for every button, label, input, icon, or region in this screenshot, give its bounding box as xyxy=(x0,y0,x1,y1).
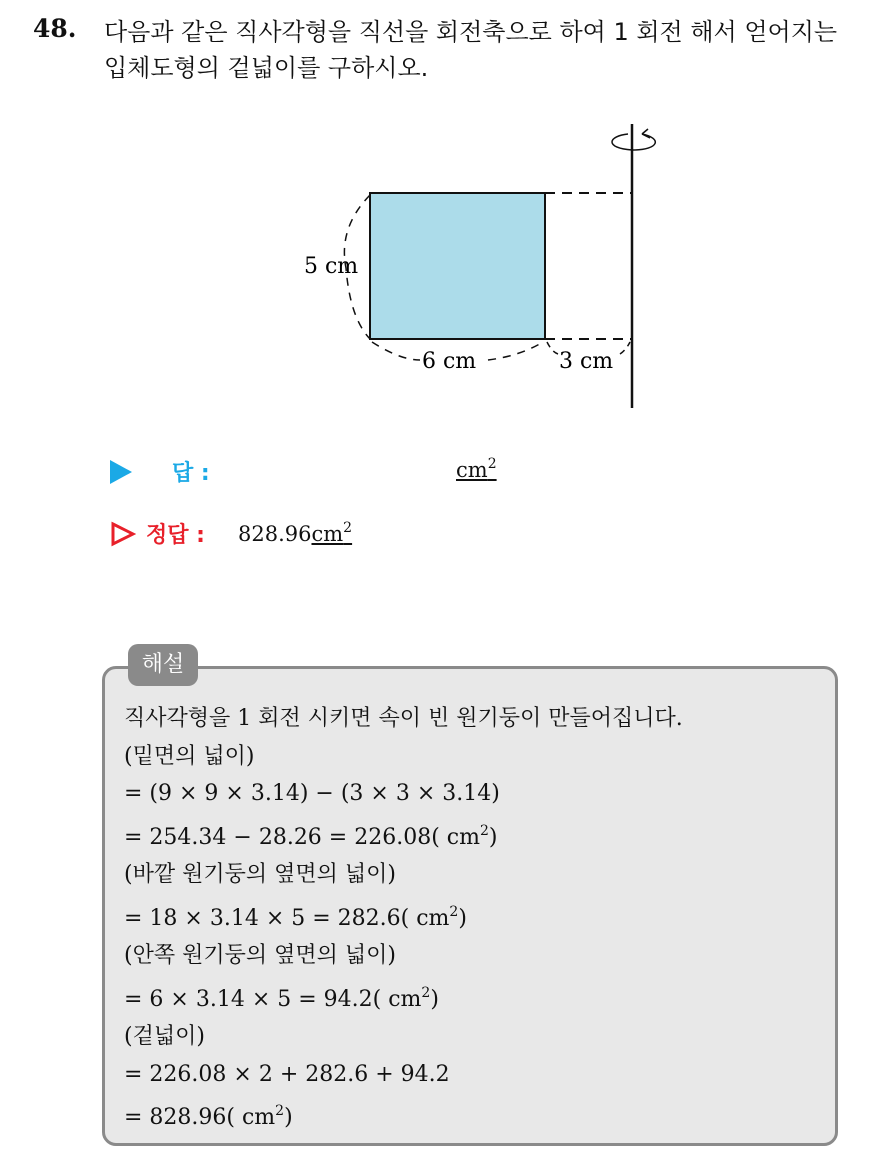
explanation-line xyxy=(124,813,824,857)
answer-unit xyxy=(456,456,497,482)
correct-unit-exp: 2 xyxy=(343,520,353,536)
explanation-line-text: (바깥 원기둥의 옆면의 넓이) xyxy=(124,862,396,887)
explanation-line xyxy=(124,775,824,813)
correct-value xyxy=(238,520,352,546)
width-brace xyxy=(372,342,420,360)
explanation-line-suffix: ) xyxy=(488,824,498,850)
explanation-line xyxy=(124,975,824,1019)
question-text xyxy=(104,14,874,86)
explanation-line-suffix: ) xyxy=(284,1105,293,1130)
gap-brace-right xyxy=(620,342,630,354)
width-brace-right xyxy=(488,342,543,360)
rectangle xyxy=(370,193,545,339)
rotation-arrow-icon xyxy=(612,129,655,150)
explanation-line-text: = 18 × 3.14 × 5 = 282.6( cm xyxy=(124,905,450,931)
explanation-line-text: = 254.34 − 28.26 = 226.08( cm xyxy=(124,824,480,850)
width-label: 6 cm xyxy=(422,349,477,374)
explanation-line-text: (밑면의 넓이) xyxy=(124,743,255,769)
question-text-line-1: 다음과 같은 직사각형을 직선을 회전축으로 하여 1 회전 해서 얻어지는 xyxy=(104,18,838,46)
explanation-line xyxy=(124,894,824,938)
correct-unit-base: cm xyxy=(311,522,344,546)
explanation-line-text: (안쪽 원기둥의 옆면의 넓이) xyxy=(124,943,396,968)
outline-triangle-icon xyxy=(110,521,136,547)
explanation-line xyxy=(124,738,824,776)
explanation-line-text: 직사각형을 1 회전 시키면 속이 빈 원기둥이 만들어집니다. xyxy=(124,706,683,731)
explanation-line xyxy=(124,1056,824,1094)
gap-label: 3 cm xyxy=(559,349,614,374)
explanation-line xyxy=(124,856,824,894)
rotation-figure xyxy=(290,118,680,418)
explanation-line-text: = 6 × 3.14 × 5 = 94.2( cm xyxy=(124,986,422,1012)
question-text-line-2: 입체도형의 겉넓이를 구하시오. xyxy=(104,54,429,82)
explanation-line-exponent: 2 xyxy=(449,903,459,920)
play-triangle-icon xyxy=(110,460,132,484)
explanation-line-suffix: ) xyxy=(458,905,467,931)
explanation-tab: 해설 xyxy=(128,644,198,686)
answer-row xyxy=(110,456,610,490)
answer-label: 답 : xyxy=(172,461,210,486)
answer-unit-exp: 2 xyxy=(487,456,497,472)
question-number: 48. xyxy=(33,14,77,43)
explanation-line xyxy=(124,1093,824,1137)
height-label: 5 cm xyxy=(304,254,359,279)
explanation-line-exponent: 2 xyxy=(479,822,489,839)
gap-brace-left xyxy=(547,342,558,354)
explanation-line xyxy=(124,1018,824,1056)
explanation-line-text: = 226.08 × 2 + 282.6 + 94.2 xyxy=(124,1061,450,1087)
explanation-line-exponent: 2 xyxy=(275,1103,285,1119)
correct-unit xyxy=(311,522,352,546)
explanation-line-exponent: 2 xyxy=(421,984,431,1001)
explanation-line xyxy=(124,700,824,738)
explanation-line-text: = (9 × 9 × 3.14) − (3 × 3 × 3.14) xyxy=(124,781,500,806)
explanation-line-text: = 828.96( cm xyxy=(124,1105,276,1130)
explanation-line-suffix: ) xyxy=(430,986,439,1012)
answer-unit-base: cm xyxy=(456,458,488,482)
explanation-line xyxy=(124,937,824,975)
correct-label: 정답 : xyxy=(146,523,205,548)
explanation-line-text: (겉넓이) xyxy=(124,1024,205,1049)
correct-number: 828.96 xyxy=(238,522,312,546)
correct-answer-row xyxy=(110,518,610,552)
explanation-lines xyxy=(124,700,824,1137)
